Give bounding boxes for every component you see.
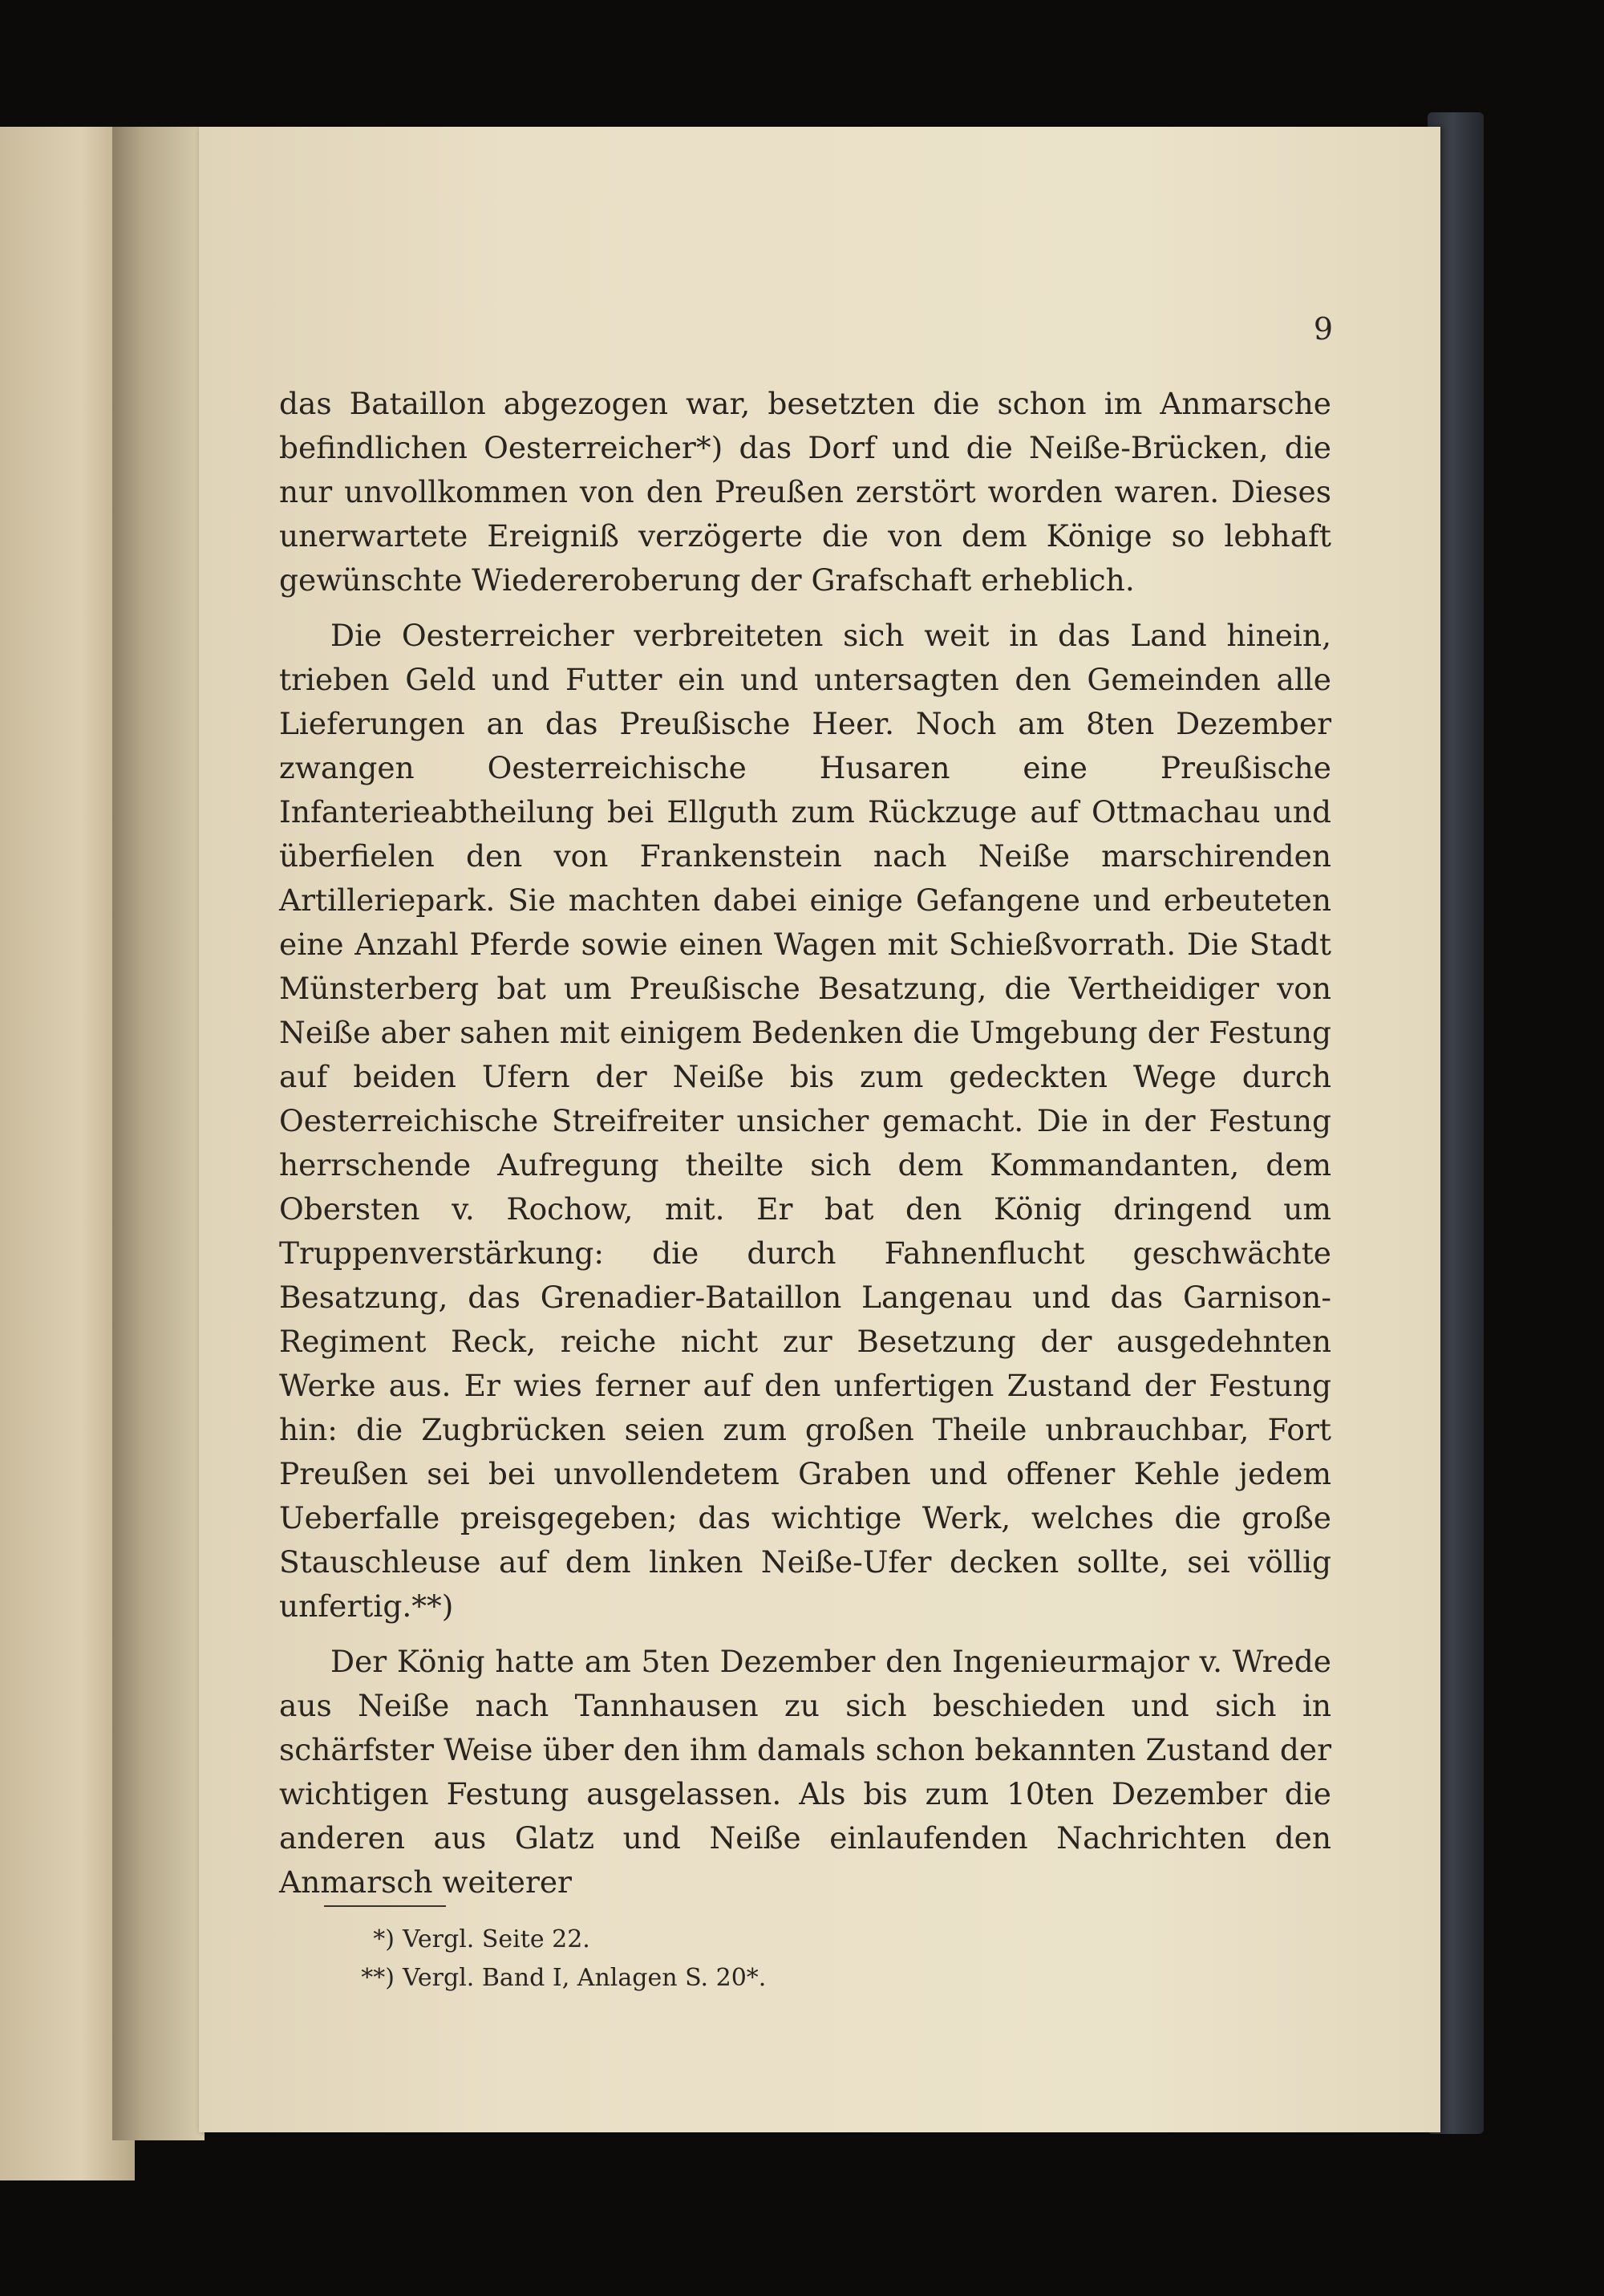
paragraph-1: das Bataillon abgezogen war, besetzten die schon im Anmarsche befindlichen Oesterreicher*) das Dorf und die Neiße-Brücken, die nur unvollkommen von den Preußen zerstört worden waren. Dieses unerwartete Ereigniß verzögerte die von dem Könige so lebhaft gewünschte Wiedereroberung der Grafschaft erheblich. <box>279 386 1331 598</box>
page-number: 9 <box>1313 311 1333 347</box>
book-page <box>199 127 1440 2132</box>
footnote-text: Vergl. Seite 22. <box>403 1925 590 1953</box>
paragraph-3: Der König hatte am 5ten Dezember den Ingenieurmajor v. Wrede aus Neiße nach Tannhausen zu sich beschieden und sich in schärfster Weise über den ihm damals schon bekannten Zustand der wichtigen Festung ausgelassen. Als bis zum 10ten Dezember die anderen aus Glatz und Neiße einlaufenden Nachrichten den Anmarsch weiterer <box>279 1644 1331 1900</box>
footnote-mark: *) <box>373 1925 395 1953</box>
body-text <box>279 382 1331 1905</box>
book-gutter <box>112 127 205 2140</box>
footnote-2 <box>340 1959 1062 1998</box>
footnote-text: Vergl. Band I, Anlagen S. 20*. <box>403 1964 767 1992</box>
footnote-mark: **) <box>361 1964 395 1992</box>
paragraph-2: Die Oesterreicher verbreiteten sich weit in das Land hinein, trieben Geld und Futter ein und untersagten den Gemeinden alle Lieferungen an das Preußische Heer. Noch am 8ten Dezember zwangen Oesterreichische Husaren eine Preußische Infanterieabtheilung bei Ellguth zum Rückzuge auf Ottmachau und überfielen den von Frankenstein nach Neiße marschirenden Artilleriepark. Sie machten dabei einige Gefangene und erbeuteten eine Anzahl Pferde sowie einen Wagen mit Schießvorrath. Die Stadt Münsterberg bat um Preußische Besatzung, die Vertheidiger von Neiße aber sahen mit einigem Bedenken die Umgebung der Festung auf beiden Ufern der Neiße bis zum gedeckten Wege durch Oesterreichische Streifreiter unsicher gemacht. Die in der Festung herrschende Aufregung theilte sich dem Kommandanten, dem Obersten v. Rochow, mit. Er bat den König dringend um Truppenverstärkung: die durch Fahnenflucht geschwächte Besatzung, das Grenadier-Bataillon Langenau und das Garnison-Regiment Reck, reiche nicht zur Besetzung der ausgedehnten Werke aus. Er wies ferner auf den unfertigen Zustand der Festung hin: die Zugbrücken seien zum großen Theile unbrauchbar, Fort Preußen sei bei unvollendetem Graben und offener Kehle jedem Ueberfalle preisgegeben; das wichtige Werk, welches die große Stauschleuse auf dem linken Neiße-Ufer decken sollte, sei völlig unfertig.**) <box>279 618 1331 1624</box>
footnote-divider <box>324 1905 446 1907</box>
footnote-1 <box>340 1921 1062 1959</box>
footnotes <box>340 1921 1062 1998</box>
